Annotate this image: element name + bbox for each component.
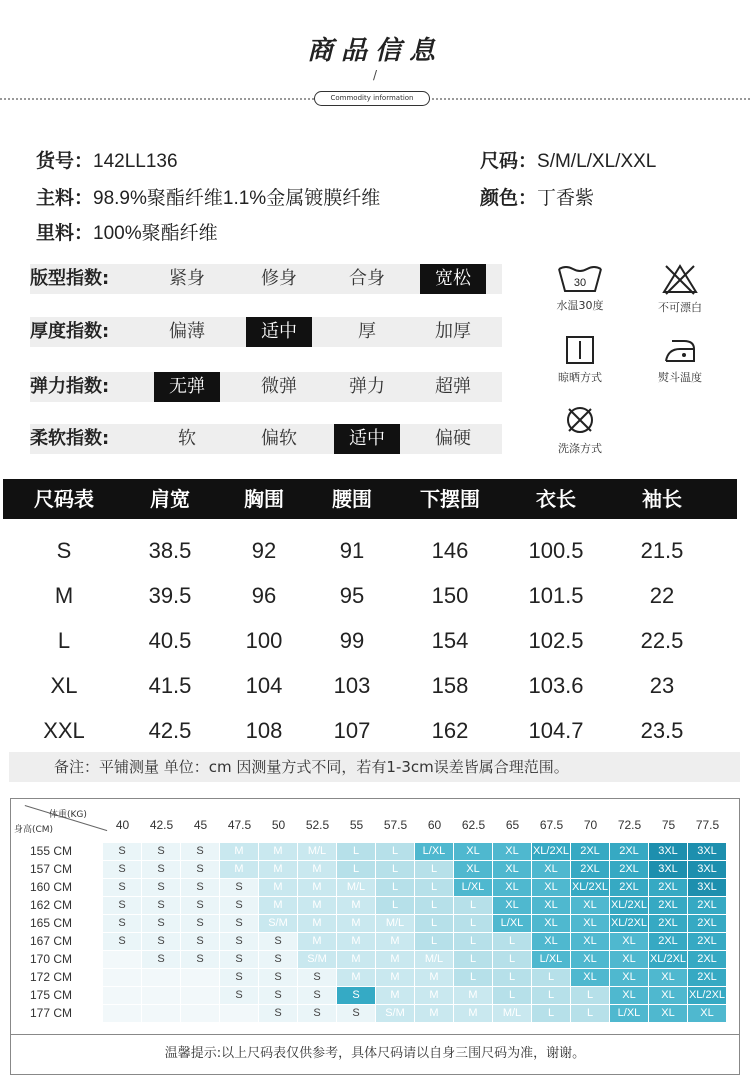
grid-cell: S <box>259 1005 298 1022</box>
size-table-value: 103 <box>333 673 371 698</box>
height-label: 165 CM <box>29 916 73 930</box>
size-key: 尺码： <box>480 150 538 172</box>
size-table-value: 101.5 <box>528 583 584 608</box>
grid-cell: 2XL <box>649 915 688 932</box>
grid-cell: M <box>376 987 415 1004</box>
grid-cell: L <box>337 861 376 878</box>
wash-temp-number: 30 <box>573 277 587 289</box>
grid-cell: XL <box>532 879 571 896</box>
grid-cell: M <box>220 843 259 860</box>
grid-cell <box>103 969 142 986</box>
grid-cell: XL <box>649 987 688 1004</box>
grid-cell: S <box>103 897 142 914</box>
index-option-selected: 宽松 <box>420 264 486 294</box>
grid-cell: 3XL <box>688 861 727 878</box>
size-table-value: 107 <box>333 718 371 743</box>
grid-cell: M <box>454 987 493 1004</box>
subtitle-pill: Commodity information <box>314 91 430 106</box>
grid-cell: XL <box>610 987 649 1004</box>
grid-cell: XL <box>571 897 610 914</box>
size-table-header-cell: 袖长 <box>642 487 682 511</box>
size-table-header-cell: 肩宽 <box>150 487 190 511</box>
size-table-header-cell: 衣长 <box>536 487 576 511</box>
grid-cell: L <box>532 987 571 1004</box>
height-label: 162 CM <box>29 898 73 912</box>
grid-cell: XL/2XL <box>571 879 610 896</box>
size-table-value: 103.6 <box>528 673 584 698</box>
grid-cell: S <box>259 987 298 1004</box>
grid-cell: S <box>220 951 259 968</box>
index-option-selected: 无弹 <box>154 372 220 402</box>
grid-cell: M <box>259 843 298 860</box>
grid-cell <box>181 969 220 986</box>
size-table-value: 91 <box>339 538 365 563</box>
grid-cell: L <box>376 897 415 914</box>
grid-cell: L <box>376 843 415 860</box>
grid-cell: M/L <box>337 879 376 896</box>
grid-cell: XL <box>571 969 610 986</box>
grid-cell: XL <box>688 1005 727 1022</box>
grid-cell: XL <box>610 951 649 968</box>
index-option: 厚 <box>358 321 376 342</box>
item-number <box>36 146 178 173</box>
grid-cell: M <box>337 915 376 932</box>
size-table-value: 95 <box>339 583 365 608</box>
size-table-value: 22 <box>649 583 675 608</box>
grid-cell <box>142 987 181 1004</box>
grid-cell: L <box>415 861 454 878</box>
size-table-value: 23 <box>649 673 675 698</box>
grid-cell: M/L <box>298 843 337 860</box>
index-option: 紧身 <box>169 268 205 289</box>
grid-cell: 3XL <box>688 843 727 860</box>
size-table-header-cell: 腰围 <box>332 487 372 511</box>
no-tumble-icon <box>564 404 596 436</box>
grid-cell <box>142 1005 181 1022</box>
iron-icon <box>662 335 698 365</box>
height-label: 175 CM <box>29 988 73 1002</box>
grid-cell: S <box>220 987 259 1004</box>
size-table-value: 150 <box>431 583 469 608</box>
grid-cell: S <box>142 843 181 860</box>
line-dry-icon <box>565 335 595 365</box>
no-bleach-icon <box>662 263 698 295</box>
grid-cell: 2XL <box>688 933 727 950</box>
color-value: 丁香紫 <box>537 188 595 209</box>
size-table-value: 99 <box>339 628 365 653</box>
grid-cell: L/XL <box>415 843 454 860</box>
grid-cell: M <box>298 933 337 950</box>
grid-cell: L <box>532 969 571 986</box>
grid-cell: XL <box>493 897 532 914</box>
care-iron <box>648 335 712 385</box>
weight-header: 62.5 <box>461 818 486 832</box>
size-table-size: XL <box>50 673 78 698</box>
weight-header: 75 <box>661 818 676 832</box>
index-option: 修身 <box>261 268 297 289</box>
grid-cell: XL <box>532 933 571 950</box>
size-table-value: 41.5 <box>148 673 192 698</box>
grid-cell: L <box>571 1005 610 1022</box>
weight-header: 55 <box>349 818 364 832</box>
grid-cell: S/M <box>376 1005 415 1022</box>
dry-label: 晾晒方式 <box>558 371 602 384</box>
no-bleach-label: 不可漂白 <box>658 301 702 314</box>
grid-cell: L <box>454 969 493 986</box>
grid-cell: 2XL <box>688 897 727 914</box>
grid-cell: M/L <box>493 1005 532 1022</box>
weight-header: 60 <box>427 818 442 832</box>
grid-cell: M <box>415 969 454 986</box>
grid-cell: L <box>376 879 415 896</box>
grid-cell: M <box>298 861 337 878</box>
grid-cell: XL/2XL <box>610 897 649 914</box>
grid-cell: M/L <box>376 915 415 932</box>
size-table-size: XXL <box>43 718 85 743</box>
care-wash-temp <box>548 263 612 313</box>
lining <box>36 218 218 245</box>
measurement-note: 备注：平铺测量 单位：cm 因测量方式不同，若有1-3cm误差皆属合理范围。 <box>9 752 740 782</box>
lining-key: 里料： <box>36 222 94 244</box>
grid-cell: S <box>181 843 220 860</box>
grid-cell: 2XL <box>610 879 649 896</box>
item-number-value: 142LL136 <box>93 151 178 172</box>
height-label: 167 CM <box>29 934 73 948</box>
grid-cell: 2XL <box>610 861 649 878</box>
size-table-value: 100.5 <box>528 538 584 563</box>
grid-cell: XL <box>610 933 649 950</box>
grid-cell: XL <box>493 843 532 860</box>
grid-cell <box>103 951 142 968</box>
grid-cell: L <box>571 987 610 1004</box>
care-wash-method <box>548 404 612 456</box>
size-table-size: L <box>57 628 71 653</box>
size-table-value: 22.5 <box>640 628 684 653</box>
size-table-value: 108 <box>245 718 283 743</box>
grid-cell: S <box>181 879 220 896</box>
grid-cell: L/XL <box>493 915 532 932</box>
color-info <box>480 183 594 210</box>
grid-cell: 2XL <box>649 897 688 914</box>
grid-cell: XL <box>649 1005 688 1022</box>
grid-cell: S <box>142 861 181 878</box>
title-slash: / <box>372 68 378 82</box>
grid-cell: XL <box>493 861 532 878</box>
grid-cell: L <box>454 915 493 932</box>
size-table-value: 162 <box>431 718 469 743</box>
grid-cell: S <box>142 897 181 914</box>
index-row <box>30 264 502 294</box>
index-option: 偏软 <box>261 428 297 449</box>
grid-cell: M <box>415 987 454 1004</box>
size-table-value: 154 <box>431 628 469 653</box>
grid-cell: S <box>142 915 181 932</box>
weight-header: 77.5 <box>695 818 720 832</box>
grid-cell: M <box>259 897 298 914</box>
grid-cell: M <box>298 915 337 932</box>
grid-cell: S <box>220 933 259 950</box>
main-fabric-key: 主料： <box>36 187 94 209</box>
grid-cell: 2XL <box>649 879 688 896</box>
grid-cell: S/M <box>259 915 298 932</box>
item-number-key: 货号： <box>36 150 94 172</box>
grid-cell: 3XL <box>649 861 688 878</box>
grid-cell <box>103 987 142 1004</box>
grid-cell: S <box>298 1005 337 1022</box>
grid-cell: M <box>376 933 415 950</box>
care-no-bleach <box>648 263 712 315</box>
grid-cell: M <box>220 861 259 878</box>
size-table-value: 38.5 <box>148 538 192 563</box>
weight-header: 40 <box>115 818 130 832</box>
grid-cell: XL <box>571 915 610 932</box>
grid-cell: M <box>298 879 337 896</box>
size-table-header <box>3 479 737 519</box>
grid-cell: M <box>415 1005 454 1022</box>
grid-cell: L <box>415 915 454 932</box>
weight-header: 57.5 <box>383 818 408 832</box>
index-option: 合身 <box>349 268 385 289</box>
grid-cell: L <box>376 861 415 878</box>
grid-cell: 2XL <box>688 915 727 932</box>
grid-cell: S <box>103 933 142 950</box>
grid-cell: M <box>337 951 376 968</box>
size-recommendation-grid <box>10 798 740 1035</box>
grid-cell: S <box>103 843 142 860</box>
grid-cell: M <box>376 969 415 986</box>
size-table-value: 102.5 <box>528 628 584 653</box>
size-table-value: 104.7 <box>528 718 584 743</box>
size-table-value: 100 <box>245 628 283 653</box>
grid-cell: M <box>298 897 337 914</box>
grid-cell: S <box>220 969 259 986</box>
grid-cell: XL <box>532 897 571 914</box>
corner-weight-label: 体重(KG) <box>49 810 87 820</box>
grid-cell: L/XL <box>610 1005 649 1022</box>
grid-cell: M <box>337 933 376 950</box>
index-option: 加厚 <box>435 321 471 342</box>
grid-cell: S <box>142 951 181 968</box>
size-table-header-cell: 胸围 <box>244 487 284 511</box>
grid-cell: L/XL <box>454 879 493 896</box>
grid-cell: XL/2XL <box>649 951 688 968</box>
grid-cell: S <box>181 933 220 950</box>
grid-cell: 2XL <box>571 861 610 878</box>
color-key: 颜色： <box>480 187 538 209</box>
grid-cell: XL <box>532 915 571 932</box>
size-table-value: 39.5 <box>148 583 192 608</box>
index-label: 厚度指数: <box>30 321 110 342</box>
grid-cell: XL/2XL <box>532 843 571 860</box>
grid-cell: S <box>337 1005 376 1022</box>
size-table-size: S <box>56 538 72 563</box>
grid-cell <box>142 969 181 986</box>
size-info <box>480 146 656 173</box>
grid-cell: 2XL <box>571 843 610 860</box>
grid-cell: S <box>142 933 181 950</box>
weight-header: 65 <box>505 818 520 832</box>
iron-label: 熨斗温度 <box>658 371 702 384</box>
size-table-value: 158 <box>431 673 469 698</box>
grid-cell: XL <box>649 969 688 986</box>
grid-cell: S <box>259 933 298 950</box>
index-option: 软 <box>178 428 196 449</box>
wash-temp-label: 水温30度 <box>556 299 604 312</box>
grid-cell: S <box>259 969 298 986</box>
grid-cell: M <box>259 861 298 878</box>
weight-header: 70 <box>583 818 598 832</box>
grid-cell <box>181 987 220 1004</box>
index-row <box>30 372 502 402</box>
grid-cell: M <box>454 1005 493 1022</box>
grid-cell: S <box>337 987 376 1004</box>
wash-30-icon <box>557 263 603 293</box>
grid-cell: XL <box>532 861 571 878</box>
grid-cell: 2XL <box>688 969 727 986</box>
grid-cell: L <box>532 1005 571 1022</box>
index-label: 弹力指数: <box>30 376 110 397</box>
grid-cell: S/M <box>298 951 337 968</box>
grid-cell: S <box>181 915 220 932</box>
grid-cell: 3XL <box>688 879 727 896</box>
grid-cell: L <box>415 897 454 914</box>
grid-cell: M <box>337 897 376 914</box>
grid-cell: XL <box>493 879 532 896</box>
height-label: 160 CM <box>29 880 73 894</box>
height-label: 172 CM <box>29 970 73 984</box>
grid-cell: M/L <box>415 951 454 968</box>
size-table-value: 146 <box>431 538 469 563</box>
weight-header: 42.5 <box>149 818 174 832</box>
grid-cell: L <box>454 933 493 950</box>
weight-header: 50 <box>271 818 286 832</box>
size-table-value: 21.5 <box>640 538 684 563</box>
index-option: 偏硬 <box>435 428 471 449</box>
index-option: 微弹 <box>261 376 297 397</box>
corner-height-label: 身高(CM) <box>14 825 54 835</box>
weight-header: 72.5 <box>617 818 642 832</box>
grid-cell: S <box>298 969 337 986</box>
wash-method-label: 洗涤方式 <box>558 442 602 455</box>
grid-cell: S <box>298 987 337 1004</box>
height-label: 155 CM <box>29 844 73 858</box>
grid-cell: 2XL <box>610 843 649 860</box>
grid-cell: S <box>142 879 181 896</box>
size-tip: 温馨提示:以上尺码表仅供参考，具体尺码请以自身三围尺码为准，谢谢。 <box>10 1034 740 1075</box>
index-option: 弹力 <box>349 376 385 397</box>
size-table-value: 96 <box>251 583 277 608</box>
size-table-value: 92 <box>251 538 277 563</box>
grid-cell: S <box>220 897 259 914</box>
grid-cell: L <box>337 843 376 860</box>
grid-cell: XL/2XL <box>610 915 649 932</box>
grid-cell: 2XL <box>649 933 688 950</box>
grid-cell: S <box>103 879 142 896</box>
grid-cell: 3XL <box>649 843 688 860</box>
size-table-value: 104 <box>245 673 283 698</box>
height-label: 177 CM <box>29 1006 73 1020</box>
grid-cell: S <box>181 951 220 968</box>
weight-header: 45 <box>193 818 208 832</box>
index-option-selected: 适中 <box>246 317 312 347</box>
grid-cell: L <box>493 969 532 986</box>
grid-cell: S <box>259 951 298 968</box>
grid-cell: M <box>337 969 376 986</box>
index-row <box>30 317 502 347</box>
grid-cell: L <box>454 897 493 914</box>
grid-cell: L <box>415 879 454 896</box>
grid-cell: S <box>220 915 259 932</box>
index-row <box>30 424 502 454</box>
care-dry <box>548 335 612 385</box>
size-table-value: 23.5 <box>640 718 684 743</box>
grid-cell: XL <box>610 969 649 986</box>
grid-cell: L/XL <box>532 951 571 968</box>
index-label: 柔软指数: <box>30 428 110 449</box>
grid-cell: XL <box>571 951 610 968</box>
height-label: 170 CM <box>29 952 73 966</box>
grid-cell: S <box>181 897 220 914</box>
grid-cell: XL <box>454 861 493 878</box>
size-value: S/M/L/XL/XXL <box>537 151 657 172</box>
size-table-value: 40.5 <box>148 628 192 653</box>
weight-header: 47.5 <box>227 818 252 832</box>
grid-cell: L <box>493 933 532 950</box>
index-option: 偏薄 <box>169 321 205 342</box>
grid-cell: 2XL <box>688 951 727 968</box>
grid-cell: XL <box>454 843 493 860</box>
weight-header: 52.5 <box>305 818 330 832</box>
grid-cell: L <box>493 987 532 1004</box>
grid-cell <box>181 1005 220 1022</box>
grid-cell <box>103 1005 142 1022</box>
grid-cell: M <box>376 951 415 968</box>
grid-cell: M <box>259 879 298 896</box>
size-table-size: M <box>54 583 74 608</box>
grid-cell: S <box>220 879 259 896</box>
main-fabric <box>36 183 380 210</box>
grid-cell: L <box>493 951 532 968</box>
grid-cell: XL <box>571 933 610 950</box>
grid-cell: L <box>415 933 454 950</box>
grid-cell: S <box>103 861 142 878</box>
size-table-header-cell: 尺码表 <box>34 487 94 511</box>
index-option-selected: 适中 <box>334 424 400 454</box>
grid-cell: S <box>181 861 220 878</box>
lining-value: 100%聚酯纤维 <box>93 223 218 244</box>
grid-cell: S <box>103 915 142 932</box>
main-fabric-value: 98.9%聚酯纤维1.1%金属镀膜纤维 <box>93 188 381 209</box>
size-table-header-cell: 下摆围 <box>420 487 480 511</box>
index-option: 超弹 <box>435 376 471 397</box>
page-title: 商品信息 <box>306 36 443 66</box>
grid-cell: L <box>454 951 493 968</box>
grid-cell <box>220 1005 259 1022</box>
weight-header: 67.5 <box>539 818 564 832</box>
index-label: 版型指数: <box>30 268 110 289</box>
grid-cell: XL/2XL <box>688 987 727 1004</box>
size-table-value: 42.5 <box>148 718 192 743</box>
height-label: 157 CM <box>29 862 73 876</box>
